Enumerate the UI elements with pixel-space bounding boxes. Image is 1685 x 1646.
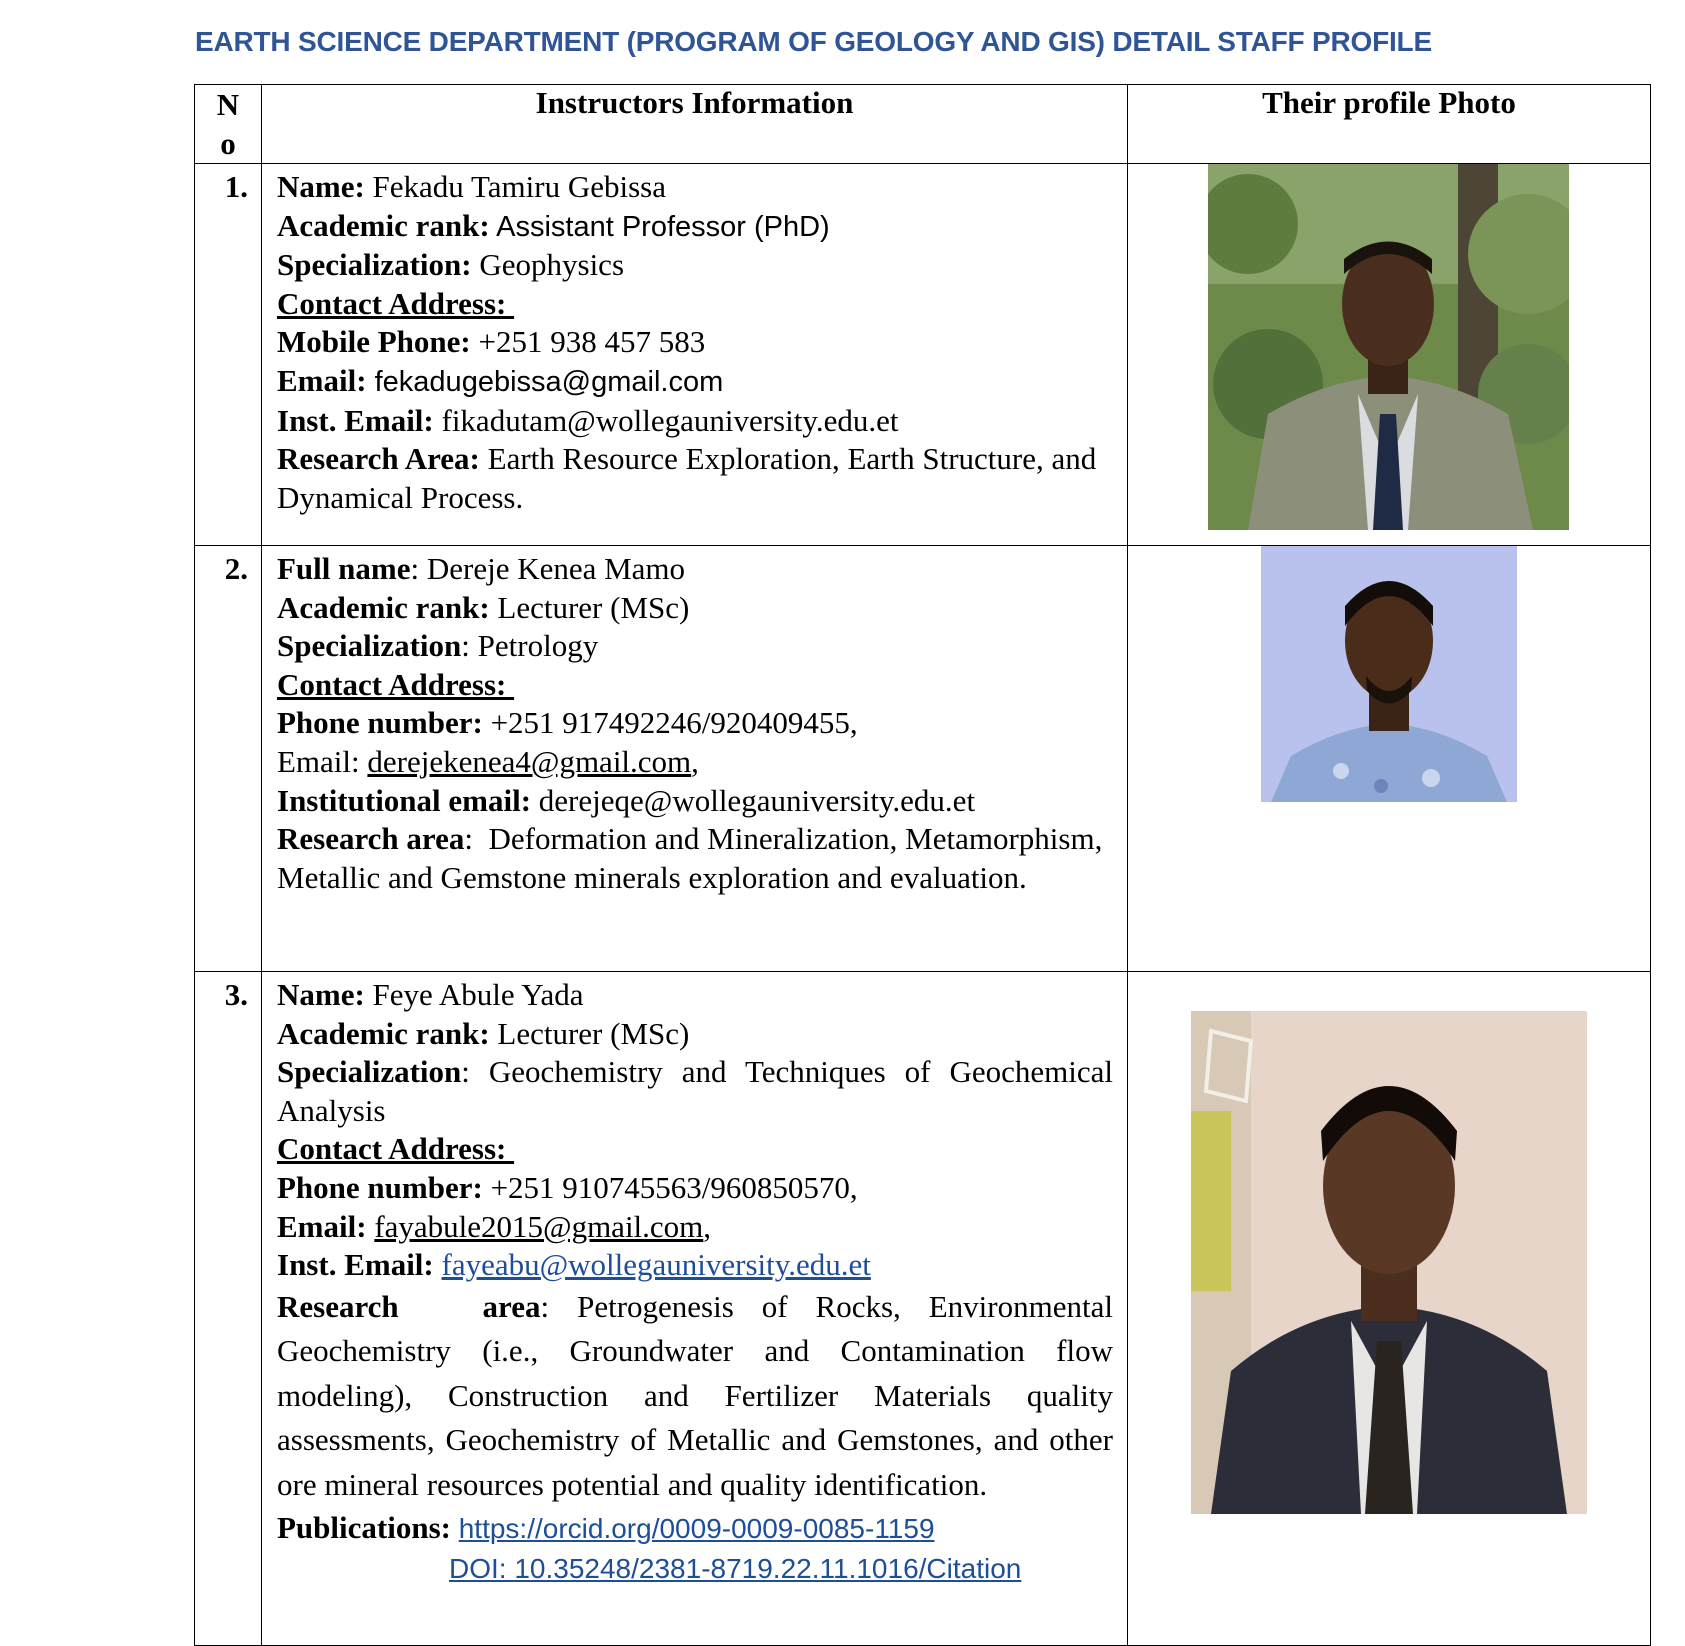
contact-address-line [277, 1130, 1113, 1169]
email-value: fekadugebissa@gmail.com [366, 365, 724, 398]
inst-email-label: Institutional email: [277, 782, 532, 818]
portrait-photo-icon [1261, 546, 1517, 802]
doi-line [277, 1549, 1113, 1589]
phone-line [277, 1169, 1113, 1208]
name-line [277, 168, 1113, 207]
portrait-photo-icon [1191, 1011, 1587, 1514]
portrait-photo-icon [1208, 164, 1569, 530]
email-line [277, 1208, 1113, 1247]
rank-label: Academic rank: [277, 1015, 490, 1051]
row-number: 3. [195, 972, 262, 1646]
inst-email-line [277, 402, 1113, 441]
email-link[interactable]: fayabule2015@gmail.com [374, 1208, 704, 1244]
staff-profile-table [194, 84, 1651, 1646]
inst-email-label: Inst. Email: [277, 1247, 434, 1283]
email-label: Email: [277, 1208, 367, 1244]
header-number-line2: o [220, 126, 236, 161]
email-suffix: , [691, 743, 699, 779]
header-instructors-information: Instructors Information [262, 85, 1128, 164]
name-line [277, 976, 1113, 1015]
contact-address-label: Contact Address: [277, 285, 515, 321]
specialization-value: Geophysics [471, 247, 625, 283]
specialization-label: Specialization: [277, 247, 472, 283]
contact-address-line [277, 666, 1113, 705]
profile-photo-cell [1128, 972, 1651, 1646]
name-label: Name: [277, 169, 365, 204]
email-label: Email: [277, 362, 367, 398]
research-area-label: Research area [277, 1288, 541, 1324]
table-row [195, 972, 1651, 1646]
profile-photo-cell [1128, 546, 1651, 972]
email-line [277, 743, 1113, 782]
contact-address-label: Contact Address: [277, 666, 515, 702]
rank-label: Academic rank: [277, 589, 490, 625]
research-area-value: : Deformation and Mineralization, Metamorphism, Metallic and Gemstone minerals exploration and evaluation. [277, 821, 1111, 895]
instructor-info [262, 164, 1128, 546]
phone-line [277, 704, 1113, 743]
phone-line [277, 323, 1113, 362]
name-label: Full name [277, 551, 411, 586]
table-header-row [195, 85, 1651, 164]
inst-email-link[interactable]: fayeabu@wollegauniversity.edu.et [441, 1247, 871, 1283]
phone-value: +251 917492246/920409455, [482, 705, 858, 741]
table-row [195, 546, 1651, 972]
inst-email-value: derejeqe@wollegauniversity.edu.et [531, 782, 976, 818]
inst-email-line [277, 1246, 1113, 1285]
instructor-info [262, 546, 1128, 972]
specialization-line [277, 1053, 1113, 1130]
rank-value: Lecturer (MSc) [489, 589, 690, 625]
doi-link[interactable]: DOI: 10.35248/2381-8719.22.11.1016/Citation [449, 1552, 1022, 1584]
header-profile-photo: Their profile Photo [1128, 85, 1651, 164]
phone-value: +251 910745563/960850570, [482, 1169, 858, 1205]
research-area-line [277, 440, 1113, 517]
document-title: EARTH SCIENCE DEPARTMENT (PROGRAM OF GEOLOGY AND GIS) DETAIL STAFF PROFILE [195, 26, 1432, 57]
research-area-label: Research Area: [277, 441, 480, 477]
rank-line [277, 1015, 1113, 1054]
specialization-value: : Geochemistry and Techniques of Geochemical Analysis [277, 1054, 1113, 1128]
research-area-label: Research area [277, 821, 465, 857]
rank-line [277, 589, 1113, 628]
rank-line [277, 207, 1113, 247]
name-value: Feye Abule Yada [364, 977, 584, 1012]
publications-label: Publications: [277, 1510, 451, 1546]
phone-label: Phone number: [277, 1169, 483, 1205]
header-number-line1: N [216, 87, 240, 122]
name-value: Fekadu Tamiru Gebissa [364, 169, 666, 204]
email-line [277, 362, 1113, 402]
inst-email-label: Inst. Email: [277, 402, 434, 438]
email-link[interactable]: derejekenea4@gmail.com [367, 743, 692, 779]
email-suffix: , [703, 1208, 712, 1244]
contact-address-line [277, 285, 1113, 324]
name-line [277, 550, 1113, 589]
row-number: 2. [195, 546, 262, 972]
specialization-value: : Petrology [461, 628, 599, 664]
phone-value: +251 938 457 583 [470, 324, 706, 360]
research-area-line [277, 820, 1113, 897]
specialization-line [277, 246, 1113, 285]
rank-value: Lecturer (MSc) [489, 1015, 690, 1051]
phone-label: Mobile Phone: [277, 324, 471, 360]
specialization-label: Specialization [277, 628, 462, 664]
inst-email-line [277, 782, 1113, 821]
orcid-link[interactable]: https://orcid.org/0009-0009-0085-1159 [458, 1513, 935, 1545]
contact-address-label: Contact Address: [277, 1131, 515, 1167]
specialization-line [277, 627, 1113, 666]
name-value: : Dereje Kenea Mamo [410, 551, 686, 586]
publications-line [277, 1509, 1113, 1549]
research-area-value: Earth Resource Exploration, Earth Structure, and Dynamical Process. [277, 441, 1097, 515]
instructor-info [262, 972, 1128, 1646]
header-number [195, 85, 262, 164]
phone-label: Phone number: [277, 705, 483, 741]
inst-email-value: fikadutam@wollegauniversity.edu.et [433, 402, 899, 438]
specialization-label: Specialization [277, 1054, 462, 1090]
research-area-line [277, 1285, 1113, 1508]
name-label: Name: [277, 977, 365, 1012]
table-row [195, 164, 1651, 546]
rank-label: Academic rank: [277, 207, 490, 243]
email-label: Email: [277, 743, 368, 779]
profile-photo-cell [1128, 164, 1651, 546]
rank-value: Assistant Professor (PhD) [489, 210, 830, 243]
research-area-value: : Petrogenesis of Rocks, Environmental Geochemistry (i.e., Groundwater and Contamination flow modeling), Construction and Fertilizer Materials quality assessments, Geochemistry of Metallic and Gemstones, and other ore mineral resources potential and quality identification. [277, 1288, 1113, 1502]
row-number: 1. [195, 164, 262, 546]
